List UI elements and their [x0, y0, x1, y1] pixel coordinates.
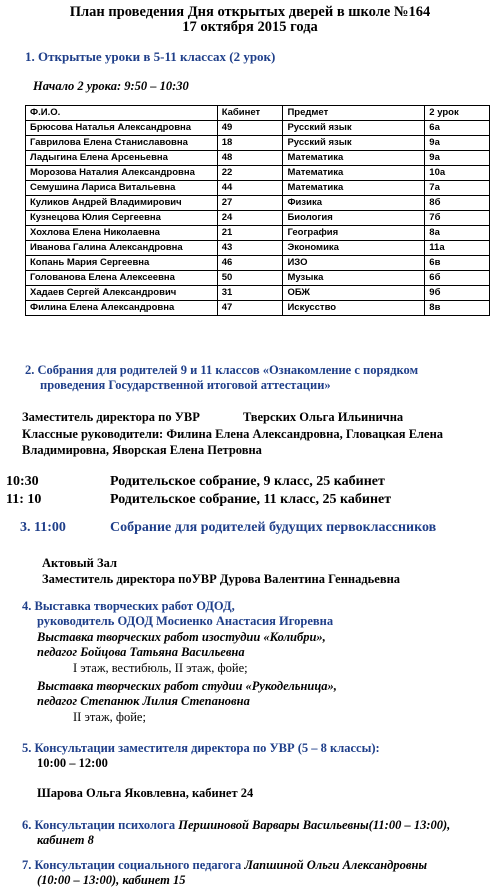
section5-heading: 5. Консультации заместителя директора по УВР (5 – 8 классы):	[22, 741, 380, 755]
table-row	[26, 121, 490, 136]
exhibition2-line2: педагог Степанюк Лилия Степановна	[37, 694, 250, 708]
subject-cell: Биология	[283, 211, 425, 226]
section7-line2: (10:00 – 13:00), кабинет 15	[37, 873, 186, 887]
teacher-name-cell: Иванова Галина Александровна	[26, 241, 218, 256]
section7-line1	[22, 858, 427, 873]
section3-deputy: Заместитель директора поУВР Дурова Валентина Геннадьевна	[42, 572, 401, 586]
room-cell: 50	[217, 271, 283, 286]
lesson-cell: 6а	[425, 121, 490, 136]
lessons-table-body	[26, 121, 490, 316]
subject-cell: Математика	[283, 151, 425, 166]
subject-cell: Искусство	[283, 301, 425, 316]
lesson-cell: 9б	[425, 286, 490, 301]
teacher-name-cell: Хохлова Елена Николаевна	[26, 226, 218, 241]
teacher-name-cell: Ладыгина Елена Арсеньевна	[26, 151, 218, 166]
section2-class-teachers-line1: Классные руководители: Филина Елена Александровна, Гловацкая Елена	[22, 427, 444, 441]
section3-place: Актовый Зал	[42, 556, 117, 570]
section2-heading-line1: 2. Собрания для родителей 9 и 11 классов «Ознакомление с порядком	[25, 363, 419, 377]
table-row	[26, 271, 490, 286]
teacher-name-cell: Семушина Лариса Витальевна	[26, 181, 218, 196]
section6-line2: кабинет 8	[37, 833, 94, 847]
section1-start-time: Начало 2 урока: 9:50 – 10:30	[33, 79, 189, 93]
room-cell: 31	[217, 286, 283, 301]
teacher-name-cell: Голованова Елена Алексеевна	[26, 271, 218, 286]
section6-psychologist-name: Першиновой Варвары Васильевны(11:00 – 13:00),	[178, 818, 451, 832]
header-lesson: 2 урок	[425, 106, 490, 121]
section1-heading: 1. Открытые уроки в 5-11 классах (2 урок)	[25, 49, 276, 64]
table-row	[26, 241, 490, 256]
lesson-cell: 8в	[425, 301, 490, 316]
subject-cell: Математика	[283, 181, 425, 196]
page-title-line2: 17 октября 2015 года	[182, 19, 318, 35]
table-row	[26, 256, 490, 271]
subject-cell: Русский язык	[283, 136, 425, 151]
table-row	[26, 211, 490, 226]
room-cell: 44	[217, 181, 283, 196]
table-header-row	[26, 106, 490, 121]
table-row	[26, 166, 490, 181]
page-title-line1: План проведения Дня открытых дверей в школе №164	[69, 4, 431, 20]
subject-cell: ОБЖ	[283, 286, 425, 301]
table-row	[26, 196, 490, 211]
teacher-name-cell: Гаврилова Елена Станиславовна	[26, 136, 218, 151]
table-row	[26, 301, 490, 316]
room-cell: 24	[217, 211, 283, 226]
lesson-cell: 11а	[425, 241, 490, 256]
meeting-2-time: 11: 10	[6, 492, 42, 507]
section3-heading-num: 3. 11:00	[20, 520, 66, 535]
exhibition2-line1: Выставка творческих работ студии «Рукодельница»,	[37, 679, 337, 693]
lesson-cell: 10а	[425, 166, 490, 181]
lesson-cell: 8а	[425, 226, 490, 241]
teacher-name-cell: Морозова Наталия Александровна	[26, 166, 218, 181]
table-row	[26, 226, 490, 241]
lesson-cell: 7а	[425, 181, 490, 196]
section4-heading-line1: 4. Выставка творческих работ ОДОД,	[22, 599, 235, 613]
teacher-name-cell: Филина Елена Александровна	[26, 301, 218, 316]
teacher-name-cell: Хадаев Сергей Александрович	[26, 286, 218, 301]
meeting-1-text: Родительское собрание, 9 класс, 25 кабинет	[110, 474, 385, 489]
header-room: Кабинет	[217, 106, 283, 121]
section6-line1	[22, 818, 450, 833]
subject-cell: География	[283, 226, 425, 241]
section7-social-teacher-name: Лапшиной Ольги Александровны	[244, 858, 428, 872]
subject-cell: Русский язык	[283, 121, 425, 136]
subject-cell: Музыка	[283, 271, 425, 286]
table-row	[26, 151, 490, 166]
header-name: Ф.И.О.	[26, 106, 218, 121]
exhibition1-line1: Выставка творческих работ изостудии «Колибри»,	[37, 630, 326, 644]
section7-heading: 7. Консультации социального педагога	[22, 858, 245, 872]
lessons-table	[25, 105, 490, 316]
teacher-name-cell: Копань Мария Сергеевна	[26, 256, 218, 271]
subject-cell: Экономика	[283, 241, 425, 256]
table-row	[26, 136, 490, 151]
teacher-name-cell: Кузнецова Юлия Сергеевна	[26, 211, 218, 226]
lesson-cell: 8б	[425, 196, 490, 211]
room-cell: 48	[217, 151, 283, 166]
exhibition1-place: I этаж, вестибюль, II этаж, фойе;	[73, 661, 248, 675]
exhibition2-place: II этаж, фойе;	[73, 710, 146, 724]
lesson-cell: 9а	[425, 136, 490, 151]
section3-heading-text: Собрание для родителей будущих первоклассников	[110, 520, 437, 535]
room-cell: 43	[217, 241, 283, 256]
lesson-cell: 6б	[425, 271, 490, 286]
room-cell: 21	[217, 226, 283, 241]
lesson-cell: 7б	[425, 211, 490, 226]
section4-heading-line2: руководитель ОДОД Мосиенко Анастасия Игоревна	[37, 614, 334, 628]
section2-deputy-name: Тверских Ольга Ильинична	[243, 410, 404, 424]
subject-cell: ИЗО	[283, 256, 425, 271]
room-cell: 47	[217, 301, 283, 316]
room-cell: 22	[217, 166, 283, 181]
room-cell: 46	[217, 256, 283, 271]
section2-heading-line2: проведения Государственной итоговой аттестации»	[40, 378, 331, 392]
section2-deputy-label: Заместитель директора по УВР	[22, 410, 200, 424]
room-cell: 49	[217, 121, 283, 136]
meeting-2-text: Родительское собрание, 11 класс, 25 кабинет	[110, 492, 392, 507]
section5-time: 10:00 – 12:00	[37, 756, 108, 770]
subject-cell: Физика	[283, 196, 425, 211]
section5-person: Шарова Ольга Яковлевна, кабинет 24	[37, 786, 254, 800]
table-row	[26, 181, 490, 196]
teacher-name-cell: Брюсова Наталья Александровна	[26, 121, 218, 136]
header-subject: Предмет	[283, 106, 425, 121]
lesson-cell: 9а	[425, 151, 490, 166]
teacher-name-cell: Куликов Андрей Владимирович	[26, 196, 218, 211]
lesson-cell: 6в	[425, 256, 490, 271]
table-row	[26, 286, 490, 301]
exhibition1-line2: педагог Бойцова Татьяна Васильевна	[37, 645, 245, 659]
subject-cell: Математика	[283, 166, 425, 181]
room-cell: 27	[217, 196, 283, 211]
section2-class-teachers-line2: Владимировна, Яворская Елена Петровна	[22, 443, 262, 457]
meeting-1-time: 10:30	[6, 474, 39, 489]
section6-heading: 6. Консультации психолога	[22, 818, 179, 832]
room-cell: 18	[217, 136, 283, 151]
